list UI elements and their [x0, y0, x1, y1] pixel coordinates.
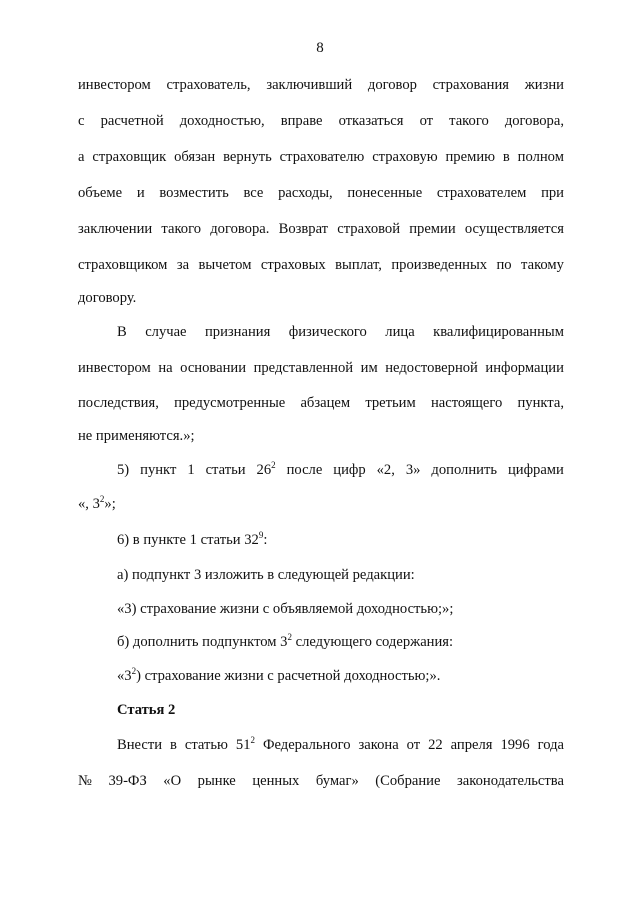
word: абзацем	[300, 395, 351, 411]
word: «2,	[376, 462, 395, 478]
word: Федерального	[262, 737, 351, 753]
paragraph-6: «3) страхование жизни с объявляемой доходностью;»;	[117, 601, 454, 617]
word: пункта,	[517, 395, 564, 411]
word: а	[78, 149, 85, 165]
paragraph-9-line-2	[78, 771, 564, 791]
word: пункт	[140, 462, 177, 478]
paragraph-1-line-6	[78, 255, 564, 275]
word: последствия,	[78, 395, 159, 411]
word: апреля	[450, 737, 493, 753]
paragraph-1-line-4	[78, 183, 564, 203]
word: Внести	[117, 737, 163, 753]
word: такому	[521, 257, 564, 273]
word: настоящего	[430, 395, 503, 411]
word: страховщиком	[78, 257, 168, 273]
article-number: $26^2$	[256, 460, 276, 478]
word: после	[286, 462, 323, 478]
word: 1996	[500, 737, 530, 753]
word: страховщик	[92, 149, 167, 165]
paragraph-8: «$3^2$) страхование жизни с расчетной доходностью;».	[117, 666, 441, 684]
word: такого	[161, 221, 202, 237]
word: 22	[428, 737, 443, 753]
word: «О	[163, 773, 182, 789]
word: произведенных	[391, 257, 488, 273]
word: вычетом	[198, 257, 252, 273]
word: 1	[187, 462, 195, 478]
paragraph-9-line-1	[117, 735, 564, 755]
word: возместить	[159, 185, 229, 201]
word: 39-ФЗ	[108, 773, 147, 789]
word: закона	[358, 737, 399, 753]
word: осуществляется	[464, 221, 564, 237]
paragraph-1-line-5	[78, 219, 564, 239]
paragraph-4: 6) в пункте 1 статьи $32^9$:	[117, 530, 268, 548]
word: №	[78, 773, 92, 789]
word: при	[541, 185, 564, 201]
word: полном	[517, 149, 564, 165]
word: статью	[184, 737, 228, 753]
word: информации	[485, 360, 564, 376]
word: года	[537, 737, 564, 753]
word: страхования	[432, 77, 509, 93]
word: цифрами	[507, 462, 564, 478]
word: премию	[445, 149, 496, 165]
word: такого	[449, 113, 489, 129]
word: страховых	[260, 257, 326, 273]
word: заключении	[78, 221, 153, 237]
word: обязан	[174, 149, 216, 165]
paragraph-1-line-2	[78, 111, 564, 131]
word: расчетной	[100, 113, 164, 129]
word: ценных	[252, 773, 300, 789]
paragraph-1-line-3	[78, 147, 564, 167]
word: премии	[409, 221, 456, 237]
page-number: 8	[316, 40, 324, 56]
word: рынке	[197, 773, 236, 789]
word: на	[158, 360, 173, 376]
word: отказаться	[338, 113, 404, 129]
word: по	[496, 257, 512, 273]
paragraph-7: б) дополнить подпунктом $3^2$ следующего содержания:	[117, 632, 454, 650]
word: от	[406, 737, 421, 753]
word: с	[78, 113, 85, 129]
word: статьи	[205, 462, 246, 478]
word: выплат,	[335, 257, 382, 273]
word: понесенные	[347, 185, 423, 201]
word: и	[136, 185, 145, 201]
word: бумаг»	[315, 773, 359, 789]
word: цифр	[333, 462, 366, 478]
word: (Собрание	[375, 773, 441, 789]
word: физического	[288, 324, 367, 340]
article-heading: Статья 2	[117, 702, 176, 718]
word: расходы,	[278, 185, 333, 201]
paragraph-1-line-7: договору.	[78, 290, 137, 306]
word: предусмотренные	[174, 395, 286, 411]
word: в	[502, 149, 510, 165]
word: В	[117, 324, 127, 340]
word: вернуть	[223, 149, 272, 165]
word: все	[243, 185, 264, 201]
word: страхователю	[279, 149, 365, 165]
word: вправе	[280, 113, 323, 129]
word: договора,	[504, 113, 564, 129]
paragraph-3-line-1	[117, 460, 564, 480]
word: договор	[367, 77, 417, 93]
paragraph-2-line-1	[117, 322, 564, 342]
paragraph-2-line-4: не применяются.»;	[78, 428, 195, 444]
word: страхователем	[436, 185, 527, 201]
word: заключивший	[266, 77, 353, 93]
word: дополнить	[431, 462, 497, 478]
word: лица	[385, 324, 415, 340]
word: в	[170, 737, 177, 753]
word: Возврат	[278, 221, 329, 237]
paragraph-5: а) подпункт 3 изложить в следующей редакции:	[117, 567, 415, 583]
word: объеме	[78, 185, 123, 201]
paragraph-3-line-2: «, $3^2$»;	[78, 494, 116, 512]
word: квалифицированным	[433, 324, 564, 340]
word: страховую	[372, 149, 438, 165]
word: страхователь,	[166, 77, 251, 93]
word: представленной	[253, 360, 354, 376]
word: законодательства	[457, 773, 564, 789]
word: за	[176, 257, 190, 273]
paragraph-2-line-3	[78, 393, 564, 413]
word: доходностью,	[179, 113, 265, 129]
word: основании	[180, 360, 247, 376]
word: страховой	[337, 221, 401, 237]
word: им	[360, 360, 378, 376]
word: признания	[205, 324, 271, 340]
paragraph-2-line-2	[78, 358, 564, 378]
paragraph-1-line-1	[78, 75, 564, 95]
word: жизни	[524, 77, 564, 93]
word: договора.	[210, 221, 270, 237]
word: инвестором	[78, 77, 151, 93]
word: от	[419, 113, 434, 129]
word: 3»	[405, 462, 421, 478]
word: инвестором	[78, 360, 151, 376]
word: случае	[145, 324, 187, 340]
article-number: $51^2$	[235, 735, 255, 753]
word: 5)	[117, 462, 130, 478]
word: третьим	[365, 395, 416, 411]
word: недостоверной	[385, 360, 478, 376]
